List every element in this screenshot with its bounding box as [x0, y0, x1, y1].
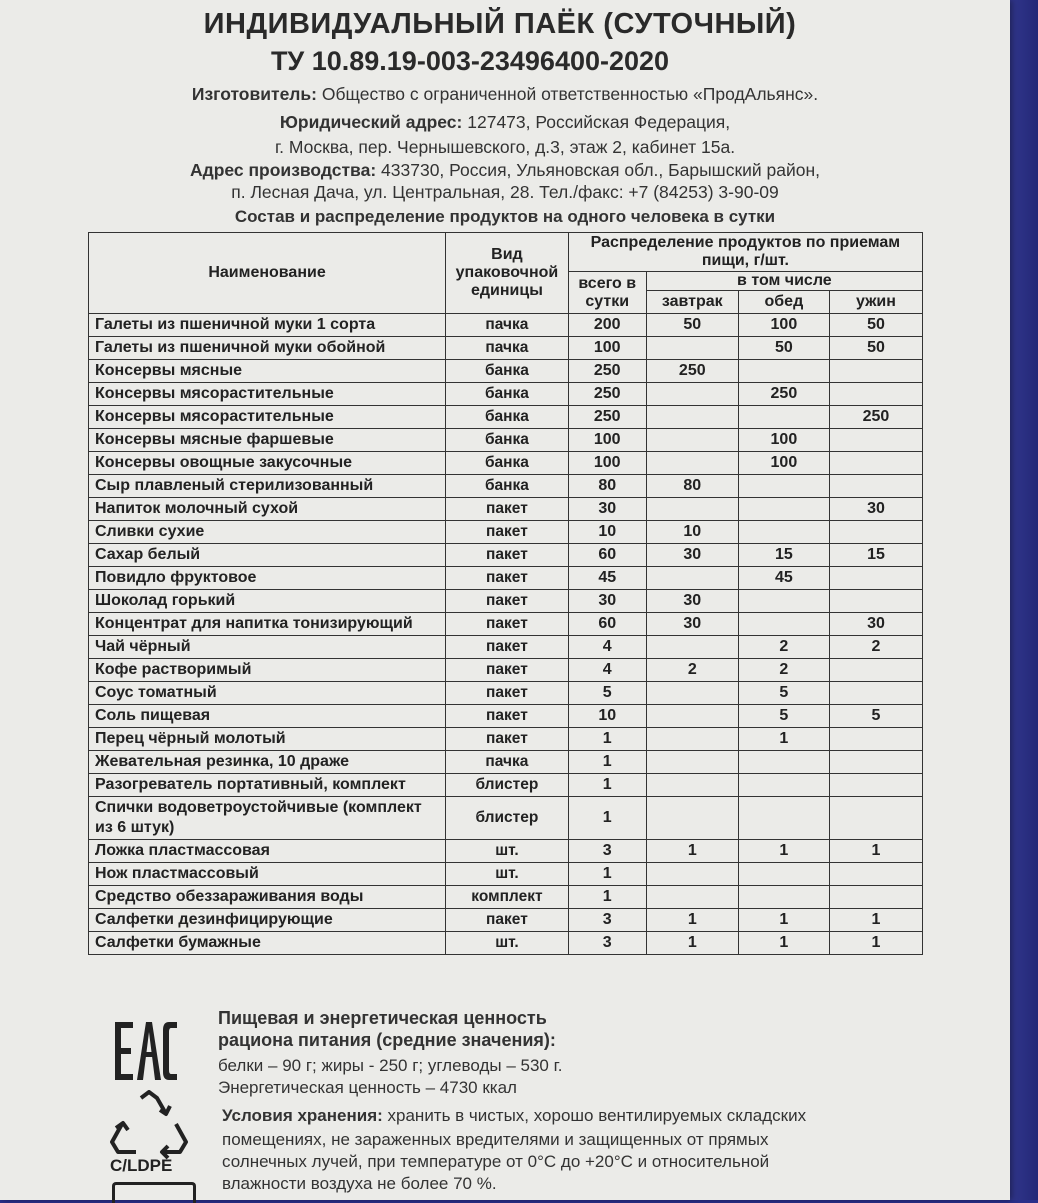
row-breakfast: 250	[646, 360, 738, 383]
row-breakfast	[646, 498, 738, 521]
table-row	[89, 751, 923, 774]
table-row	[89, 728, 923, 751]
row-lunch	[738, 498, 829, 521]
row-lunch: 50	[738, 337, 829, 360]
eac-mark-icon	[115, 1022, 177, 1080]
table-row	[89, 590, 923, 613]
row-total: 100	[568, 337, 646, 360]
row-breakfast	[646, 337, 738, 360]
row-name: Напиток молочный сухой	[89, 498, 446, 521]
row-total: 250	[568, 383, 646, 406]
row-dinner: 1	[829, 932, 922, 955]
row-name: Чай чёрный	[89, 636, 446, 659]
row-breakfast	[646, 406, 738, 429]
row-total: 3	[568, 932, 646, 955]
row-total: 45	[568, 567, 646, 590]
row-dinner	[829, 429, 922, 452]
row-name: Перец чёрный молотый	[89, 728, 446, 751]
row-dinner: 1	[829, 840, 922, 863]
col-including-header: в том числе	[646, 272, 922, 291]
row-breakfast	[646, 705, 738, 728]
row-name: Консервы мясные	[89, 360, 446, 383]
row-lunch: 15	[738, 544, 829, 567]
row-unit: банка	[446, 406, 569, 429]
table-row	[89, 932, 923, 955]
col-dinner-header: ужин	[829, 291, 922, 314]
row-dinner	[829, 590, 922, 613]
table-row	[89, 429, 923, 452]
row-total: 4	[568, 659, 646, 682]
row-dinner	[829, 475, 922, 498]
row-lunch: 45	[738, 567, 829, 590]
col-distribution-header: Распределение продуктов по приемам пищи, г/шт.	[568, 233, 922, 272]
row-dinner: 30	[829, 498, 922, 521]
production-address-line-2: п. Лесная Дача, ул. Центральная, 28. Тел./факс: +7 (84253) 3-90-09	[231, 182, 779, 202]
row-total: 200	[568, 314, 646, 337]
row-lunch: 100	[738, 452, 829, 475]
row-name: Жевательная резинка, 10 драже	[89, 751, 446, 774]
row-lunch	[738, 797, 829, 840]
row-total: 1	[568, 774, 646, 797]
table-row	[89, 840, 923, 863]
table-row	[89, 613, 923, 636]
row-unit: банка	[446, 383, 569, 406]
row-total: 30	[568, 590, 646, 613]
row-dinner: 15	[829, 544, 922, 567]
row-lunch: 250	[738, 383, 829, 406]
table-row	[89, 886, 923, 909]
ration-table	[88, 232, 923, 955]
row-total: 4	[568, 636, 646, 659]
table-row	[89, 567, 923, 590]
row-unit: пачка	[446, 337, 569, 360]
table-row	[89, 659, 923, 682]
tu-code: ТУ 10.89.19-003-23496400-2020	[270, 46, 670, 76]
row-dinner: 30	[829, 613, 922, 636]
row-total: 5	[568, 682, 646, 705]
row-dinner: 5	[829, 705, 922, 728]
row-breakfast	[646, 636, 738, 659]
row-total: 3	[568, 840, 646, 863]
row-breakfast: 1	[646, 932, 738, 955]
row-lunch: 1	[738, 932, 829, 955]
row-name: Соус томатный	[89, 682, 446, 705]
table-row	[89, 452, 923, 475]
nutrition-title-2: рациона питания (средние значения):	[218, 1030, 556, 1050]
table-row	[89, 705, 923, 728]
table-row	[89, 682, 923, 705]
col-unit-header: Вид упаковочной единицы	[446, 233, 569, 314]
row-breakfast	[646, 886, 738, 909]
row-unit: блистер	[446, 797, 569, 840]
row-unit: пакет	[446, 567, 569, 590]
row-dinner	[829, 682, 922, 705]
row-name: Соль пищевая	[89, 705, 446, 728]
storage-line-1	[222, 1106, 922, 1126]
row-breakfast	[646, 383, 738, 406]
table-row	[89, 636, 923, 659]
row-unit: пакет	[446, 498, 569, 521]
row-total: 250	[568, 406, 646, 429]
row-dinner	[829, 452, 922, 475]
row-dinner	[829, 863, 922, 886]
row-breakfast	[646, 774, 738, 797]
row-name: Консервы мясорастительные	[89, 406, 446, 429]
row-breakfast	[646, 863, 738, 886]
row-breakfast: 80	[646, 475, 738, 498]
table-row	[89, 475, 923, 498]
col-name-header: Наименование	[89, 233, 446, 314]
row-breakfast	[646, 682, 738, 705]
row-name: Салфетки бумажные	[89, 932, 446, 955]
row-name: Сливки сухие	[89, 521, 446, 544]
storage-text-1: хранить в чистых, хорошо вентилируемых складских	[387, 1106, 807, 1125]
row-lunch: 5	[738, 682, 829, 705]
row-total: 100	[568, 452, 646, 475]
row-breakfast: 1	[646, 840, 738, 863]
ration-table-body	[89, 314, 923, 955]
manufacturer-line	[0, 84, 1010, 105]
row-name: Концентрат для напитка тонизирующий	[89, 613, 446, 636]
row-unit: пакет	[446, 659, 569, 682]
table-row	[89, 863, 923, 886]
row-lunch	[738, 774, 829, 797]
row-unit: пакет	[446, 521, 569, 544]
table-row	[89, 360, 923, 383]
row-breakfast: 50	[646, 314, 738, 337]
nutrition-title-1: Пищевая и энергетическая ценность	[218, 1008, 547, 1028]
row-lunch: 1	[738, 840, 829, 863]
row-unit: пачка	[446, 751, 569, 774]
table-row	[89, 797, 923, 840]
row-breakfast: 30	[646, 544, 738, 567]
row-total: 10	[568, 521, 646, 544]
row-breakfast: 2	[646, 659, 738, 682]
table-row	[89, 383, 923, 406]
row-name: Средство обеззараживания воды	[89, 886, 446, 909]
row-total: 1	[568, 863, 646, 886]
row-total: 1	[568, 797, 646, 840]
row-dinner: 250	[829, 406, 922, 429]
row-dinner	[829, 659, 922, 682]
row-dinner	[829, 774, 922, 797]
table-row	[89, 314, 923, 337]
row-dinner	[829, 383, 922, 406]
row-name: Сыр плавленый стерилизованный	[89, 475, 446, 498]
table-row	[89, 406, 923, 429]
row-total: 30	[568, 498, 646, 521]
row-lunch	[738, 863, 829, 886]
row-name: Консервы мясорастительные	[89, 383, 446, 406]
table-row	[89, 544, 923, 567]
row-name: Сахар белый	[89, 544, 446, 567]
row-lunch: 2	[738, 636, 829, 659]
row-lunch: 2	[738, 659, 829, 682]
row-unit: пакет	[446, 613, 569, 636]
row-breakfast	[646, 452, 738, 475]
energy-value: Энергетическая ценность – 4730 ккал	[218, 1078, 517, 1097]
legal-address-label: Юридический адрес:	[279, 112, 463, 132]
row-lunch	[738, 360, 829, 383]
storage-line-3: солнечных лучей, при температуре от 0°С до +20°С и относительной	[222, 1152, 770, 1171]
production-address-line	[0, 160, 1010, 181]
table-caption: Состав и распределение продуктов на одного человека в сутки	[234, 207, 776, 226]
row-total: 100	[568, 429, 646, 452]
row-lunch	[738, 406, 829, 429]
row-breakfast: 1	[646, 909, 738, 932]
storage-label: Условия хранения:	[222, 1106, 383, 1125]
row-total: 60	[568, 544, 646, 567]
row-name: Повидло фруктовое	[89, 567, 446, 590]
table-row	[89, 337, 923, 360]
row-unit: шт.	[446, 840, 569, 863]
row-total: 60	[568, 613, 646, 636]
row-lunch: 1	[738, 909, 829, 932]
row-unit: банка	[446, 429, 569, 452]
row-dinner	[829, 797, 922, 840]
col-breakfast-header: завтрак	[646, 291, 738, 314]
manufacturer-value: Общество с ограниченной ответственностью «ПродАльянс».	[321, 84, 819, 104]
table-row	[89, 774, 923, 797]
row-unit: пакет	[446, 682, 569, 705]
row-unit: пачка	[446, 314, 569, 337]
row-unit: банка	[446, 475, 569, 498]
row-breakfast: 30	[646, 590, 738, 613]
row-lunch	[738, 521, 829, 544]
row-lunch: 1	[738, 728, 829, 751]
row-breakfast	[646, 751, 738, 774]
row-name: Разогреватель портативный, комплект	[89, 774, 446, 797]
table-row	[89, 909, 923, 932]
row-unit: комплект	[446, 886, 569, 909]
row-total: 3	[568, 909, 646, 932]
row-lunch	[738, 613, 829, 636]
row-unit: пакет	[446, 728, 569, 751]
row-name: Нож пластмассовый	[89, 863, 446, 886]
row-total: 1	[568, 751, 646, 774]
col-total-header: всего в сутки	[568, 272, 646, 314]
row-name: Кофе растворимый	[89, 659, 446, 682]
legal-address-line	[0, 112, 1010, 133]
row-unit: пакет	[446, 705, 569, 728]
row-dinner: 50	[829, 314, 922, 337]
row-dinner: 2	[829, 636, 922, 659]
row-total: 10	[568, 705, 646, 728]
recycle-icon	[108, 1090, 190, 1160]
row-dinner	[829, 751, 922, 774]
row-total: 250	[568, 360, 646, 383]
recycle-code: C/LDPE	[110, 1156, 173, 1175]
storage-line-2: помещениях, не зараженных вредителями и защищенных от прямых	[222, 1130, 769, 1149]
row-unit: пакет	[446, 544, 569, 567]
row-lunch: 100	[738, 314, 829, 337]
row-unit: пакет	[446, 909, 569, 932]
row-dinner	[829, 886, 922, 909]
production-address-value-1: 433730, Россия, Ульяновская обл., Барышский район,	[381, 160, 821, 180]
row-total: 1	[568, 886, 646, 909]
table-row	[89, 521, 923, 544]
row-dinner	[829, 360, 922, 383]
legal-address-value-1: 127473, Российская Федерация,	[467, 112, 731, 132]
row-name: Ложка пластмассовая	[89, 840, 446, 863]
row-unit: банка	[446, 360, 569, 383]
row-name: Галеты из пшеничной муки 1 сорта	[89, 314, 446, 337]
row-breakfast	[646, 797, 738, 840]
row-lunch	[738, 590, 829, 613]
row-dinner	[829, 521, 922, 544]
row-name: Спички водоветроустойчивые (комплект из 6 штук)	[89, 797, 446, 840]
row-total: 1	[568, 728, 646, 751]
row-name: Салфетки дезинфицирующие	[89, 909, 446, 932]
row-lunch: 5	[738, 705, 829, 728]
row-lunch	[738, 475, 829, 498]
row-breakfast: 10	[646, 521, 738, 544]
production-address-label: Адрес производства:	[189, 160, 377, 180]
row-lunch	[738, 751, 829, 774]
row-unit: шт.	[446, 863, 569, 886]
row-lunch: 100	[738, 429, 829, 452]
row-unit: шт.	[446, 932, 569, 955]
row-breakfast	[646, 567, 738, 590]
storage-line-4: влажности воздуха не более 70 %.	[222, 1174, 497, 1193]
legal-address-line-2: г. Москва, пер. Чернышевского, д.3, этаж 2, кабинет 15а.	[274, 137, 736, 157]
row-unit: пакет	[446, 636, 569, 659]
row-total: 80	[568, 475, 646, 498]
row-name: Галеты из пшеничной муки обойной	[89, 337, 446, 360]
page-title: ИНДИВИДУАЛЬНЫЙ ПАЁК (СУТОЧНЫЙ)	[203, 8, 797, 40]
row-breakfast	[646, 429, 738, 452]
table-row	[89, 498, 923, 521]
row-unit: пакет	[446, 590, 569, 613]
row-unit: блистер	[446, 774, 569, 797]
row-name: Консервы мясные фаршевые	[89, 429, 446, 452]
row-breakfast	[646, 728, 738, 751]
row-dinner: 50	[829, 337, 922, 360]
nutrition-values: белки – 90 г; жиры - 250 г; углеводы – 530 г.	[218, 1056, 563, 1075]
row-unit: банка	[446, 452, 569, 475]
row-lunch	[738, 886, 829, 909]
row-name: Шоколад горький	[89, 590, 446, 613]
row-dinner	[829, 728, 922, 751]
row-dinner	[829, 567, 922, 590]
row-breakfast: 30	[646, 613, 738, 636]
row-dinner: 1	[829, 909, 922, 932]
manufacturer-label: Изготовитель:	[191, 84, 317, 104]
col-lunch-header: обед	[738, 291, 829, 314]
row-name: Консервы овощные закусочные	[89, 452, 446, 475]
